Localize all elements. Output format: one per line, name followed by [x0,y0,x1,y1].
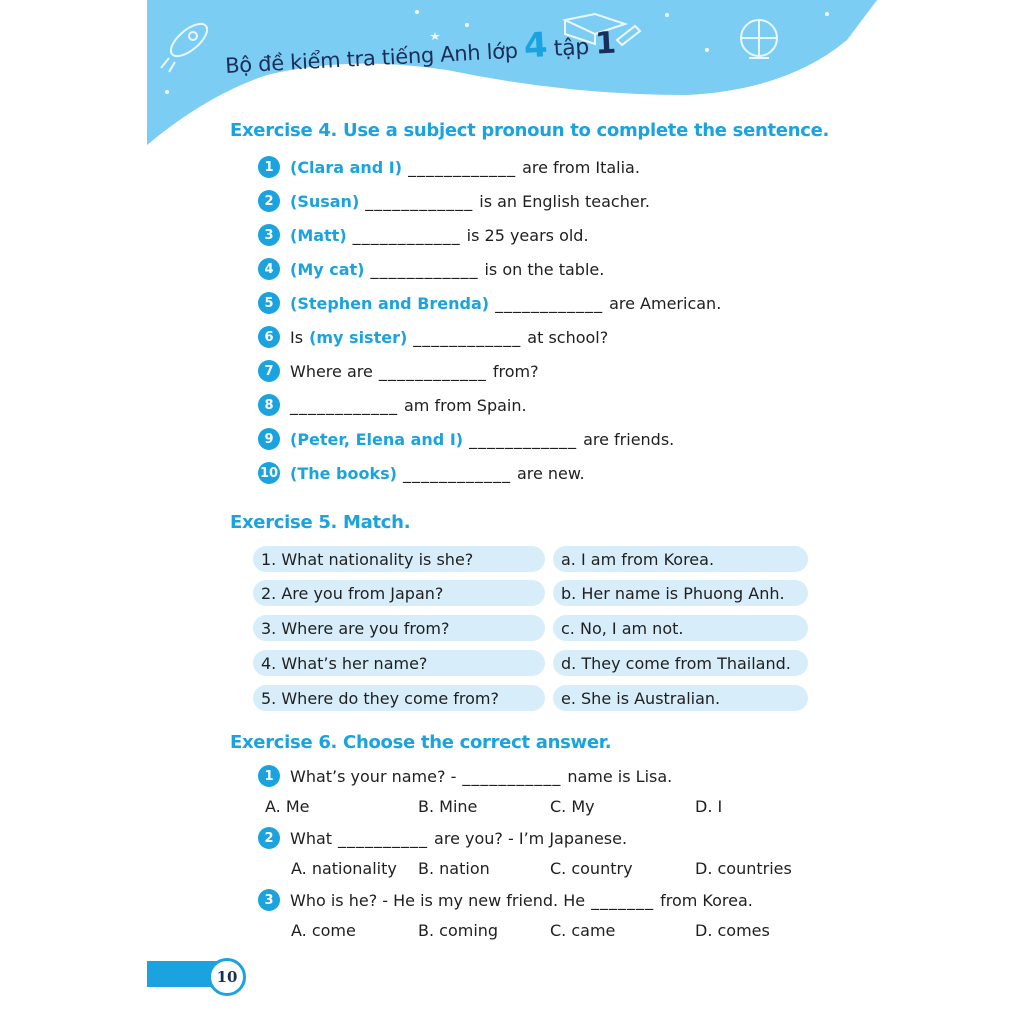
item-hint: (The books) [290,463,397,483]
item-number-badge: 6 [258,326,280,348]
exercise-4-item [258,461,585,485]
answer-option[interactable]: B. Mine [418,797,478,816]
answer-blank[interactable]: ___________ [462,766,562,786]
answer-blank[interactable]: ____________ [290,395,398,415]
exercise-4-title: Exercise 4. Use a subject pronoun to complete the sentence. [230,120,830,141]
answer-blank[interactable]: ____________ [402,463,511,483]
title-tap: tập [553,34,590,62]
item-number-badge: 1 [258,156,280,178]
match-answer[interactable]: e. She is Australian. [553,685,808,711]
item-number-badge: 3 [258,224,280,246]
item-suffix: are new. [516,463,585,483]
item-suffix: is 25 years old. [466,225,589,245]
answer-blank[interactable]: ____________ [495,293,604,313]
exercise-4-item [258,325,608,349]
exercise-4-item [258,427,674,451]
question-prefix: What [290,828,333,848]
answer-option[interactable]: C. came [550,921,616,940]
exercise-6-question [258,826,627,850]
answer-blank[interactable]: _______ [591,890,655,910]
question-number-badge: 3 [258,889,280,911]
question-prefix: Who is he? - He is my new friend. He [290,890,586,910]
question-suffix: name is Lisa. [567,766,673,786]
exercise-5-title: Exercise 5. Match. [230,512,411,533]
exercise-4-item [258,223,589,247]
item-suffix: are from Italia. [522,157,640,177]
item-hint: (my sister) [309,327,408,347]
exercise-6-question [258,764,672,788]
title-volume: 1 [594,25,617,62]
match-question[interactable]: 5. Where do they come from? [253,685,545,711]
exercise-4-item [258,359,539,383]
answer-option[interactable]: A. come [291,921,356,940]
answer-blank[interactable]: __________ [338,828,429,848]
page-number: 10 [208,958,246,996]
exercise-4-item [258,291,721,315]
answer-blank[interactable]: ____________ [352,225,461,245]
answer-option[interactable]: B. nation [418,859,490,878]
match-question[interactable]: 2. Are you from Japan? [253,580,545,606]
exercise-4-item [258,155,640,179]
item-suffix: from? [492,361,539,381]
item-hint: (Clara and I) [290,157,403,177]
item-number-badge: 7 [258,360,280,382]
question-suffix: are you? - I’m Japanese. [434,828,628,848]
item-suffix: are friends. [583,429,675,449]
item-hint: (Stephen and Brenda) [290,293,490,313]
question-number-badge: 2 [258,827,280,849]
item-hint: (Matt) [290,225,347,245]
match-answer[interactable]: b. Her name is Phuong Anh. [553,580,808,606]
answer-option[interactable]: A. Me [265,797,310,816]
match-question[interactable]: 1. What nationality is she? [253,546,545,572]
item-number-badge: 9 [258,428,280,450]
item-number-badge: 10 [258,462,280,484]
exercise-6-title: Exercise 6. Choose the correct answer. [230,732,612,753]
match-question[interactable]: 3. Where are you from? [253,615,545,641]
question-suffix: from Korea. [660,890,753,910]
item-suffix: at school? [527,327,609,347]
answer-blank[interactable]: ____________ [408,157,517,177]
item-suffix: am from Spain. [404,395,527,415]
answer-option[interactable]: D. comes [695,921,770,940]
answer-option[interactable]: D. countries [695,859,792,878]
item-suffix: is on the table. [484,259,605,279]
item-suffix: are American. [609,293,722,313]
question-number-badge: 1 [258,765,280,787]
answer-blank[interactable]: ____________ [365,191,474,211]
item-prefix: Where are [290,361,373,381]
item-suffix: is an English teacher. [479,191,650,211]
exercise-4-item [258,189,650,213]
exercise-4-item [258,257,604,281]
item-hint: (Susan) [290,191,360,211]
item-hint: (Peter, Elena and I) [290,429,464,449]
answer-option[interactable]: A. nationality [291,859,397,878]
match-answer[interactable]: d. They come from Thailand. [553,650,808,676]
answer-blank[interactable]: ____________ [378,361,487,381]
match-answer[interactable]: a. I am from Korea. [553,546,808,572]
answer-option[interactable]: B. coming [418,921,499,940]
answer-option[interactable]: D. I [695,797,723,816]
exercise-4-item [258,393,527,417]
item-number-badge: 4 [258,258,280,280]
item-number-badge: 2 [258,190,280,212]
title-text: Bộ đề kiểm tra tiếng Anh lớp [224,38,519,78]
item-number-badge: 8 [258,394,280,416]
item-prefix: Is [290,327,304,347]
match-answer[interactable]: c. No, I am not. [553,615,808,641]
answer-option[interactable]: C. My [550,797,595,816]
item-number-badge: 5 [258,292,280,314]
title-grade: 4 [522,25,549,67]
answer-blank[interactable]: ____________ [469,429,578,449]
answer-option[interactable]: C. country [550,859,633,878]
exercise-6-question [258,888,753,912]
item-hint: (My cat) [290,259,365,279]
answer-blank[interactable]: ____________ [413,327,522,347]
match-question[interactable]: 4. What’s her name? [253,650,545,676]
answer-blank[interactable]: ____________ [370,259,479,279]
question-prefix: What’s your name? - [290,766,457,786]
